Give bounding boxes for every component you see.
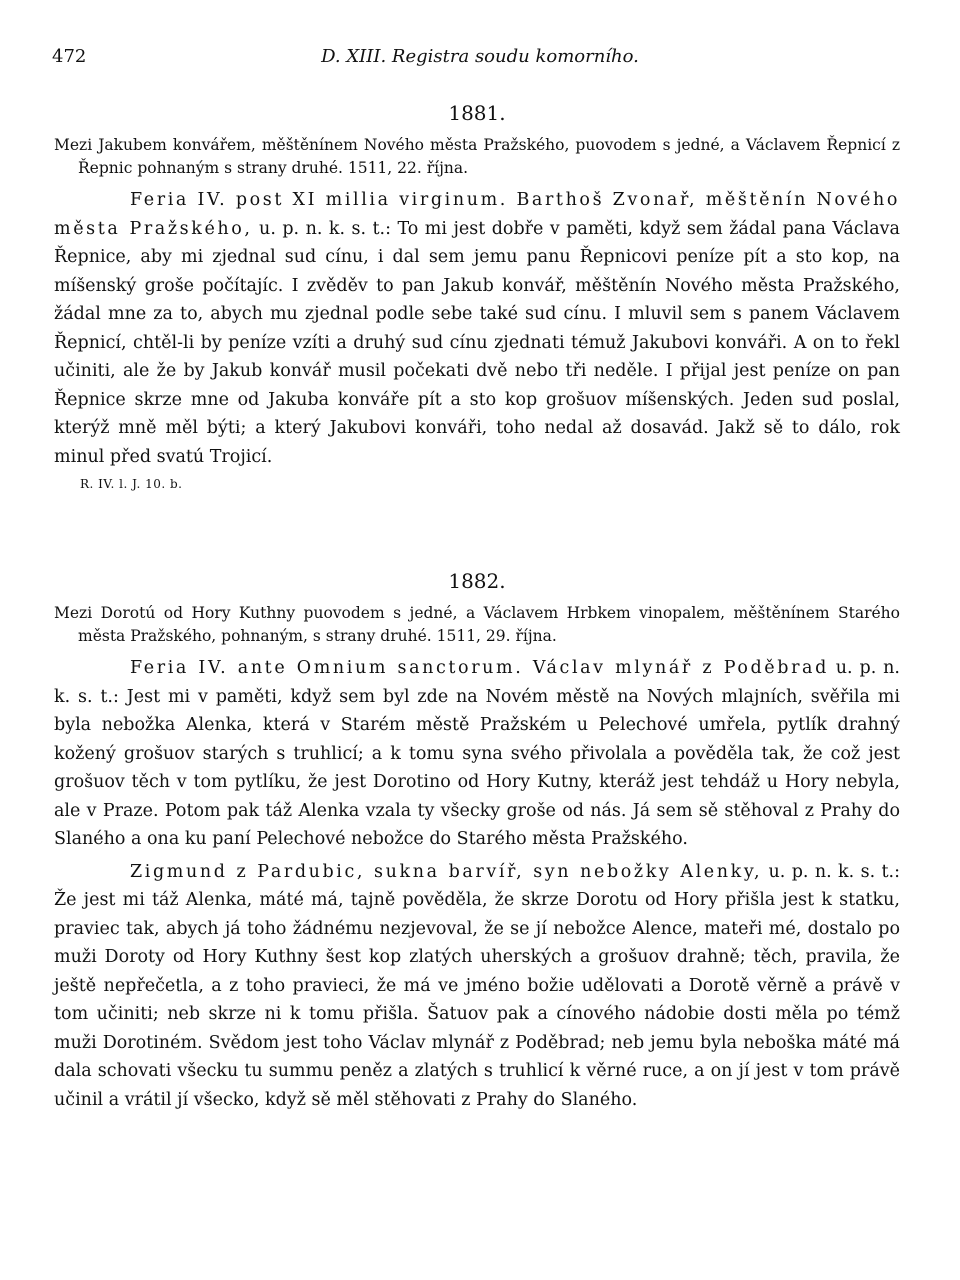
testimony-text: u. p. n. k. s. t.: To mi jest dobře v paměti, když sem žádal pana Václava Řepnice, aby mi zjednal sud cínu, i dal sem jemu panu Řepnicovi peníze pít a sto kop, na míšenský groše počítajíc. I zvěděv to pan Jakub konvář, měštěnín Nového města Pražského, žádal mne za to, abych mu zjednal podle sebe také sud cínu. I mluvil sem s panem Václavem Řepnicí, chtěl-li by peníze vzíti a druhý sud cínu zjednati témuž Jakubovi konváři. A on to řekl učiniti, ale že by Jakub konvář musil počekati dvě nebo tři neděle. I přijal jest peníze on pan Řepnice skrze mne od Jakuba konváře pít a sto kop grošuov míšenských. Jeden sud poslal, kterýž mně měl býti; a který Jakubovi konváři, toho nedal až dosavád. Jakž sě to dálo, rok minul před svatú Trojicí.: [54, 218, 900, 467]
page-header: [52, 46, 908, 76]
testimony-paragraph: [54, 186, 900, 471]
testimony-text: u. p. n. k. s. t.: Že jest mi táž Alenka, máté má, tajně pověděla, že skrze Dorotu od Hory přišla jest k statku, praviec tak, abych já toho žádnému nezjevoval, že se jí nebožce Alence, mateři mé, dostalo po muži Doroty od Hory Kuthny šest kop zlatých uherských a grošuov drahně; těch, pravila, že ještě nepřečetla, a z toho pravieci, že má ve jméno božie udělovati a Dorotě věrně a právě v tom učiniti; neb skrze ni k tomu přišla. Šatuov pak a cínového nádobie dosti měla po témž muži Dorotiném. Svědom jest toho Václav mlynář z Poděbrad; neb jemu byla neboška máté má dala schovati všecku tu summu peněz a zlatých s truhlicí k věrné ruce, a on jí jest v tom právě učinil a vrátil jí všecko, když sě měl stěhovati z Prahy do Slaného.: [54, 861, 900, 1110]
source-reference: R. IV. l. J. 10. b.: [80, 477, 183, 491]
entry-summary: Mezi Dorotú od Hory Kuthny puovodem s jedné, a Václavem Hrbkem vinopalem, měštěnínem Starého města Pražského, pohnaným, s strany druhé. 1511, 29. října.: [54, 604, 900, 645]
testimony-text: u. p. n. k. s. t.: Jest mi v paměti, když sem byl zde na Novém městě na Nových mlajních, svěřila mi byla nebožka Alenka, která v Starém městě Pražském u Pelechové umřela, pytlík drahný kožený grošuov starých s truhlicí; a k tomu syna svého přivolala a pověděla tak, že což jest grošuov těch v tom pytlíku, že jest Dorotino od Hory Kutny, kteráž jest tehdáž u Hory nebyla, ale v Praze. Potom pak táž Alenka vzala ty všecky groše od nás. Já sem sě stěhoval z Prahy do Slaného a ona ku paní Pelechové nebožce do Starého města Pražského.: [54, 658, 900, 849]
entry-number: 1881.: [448, 101, 506, 125]
running-head: D. XIII. Registra soudu komorního.: [321, 46, 639, 67]
spaced-heading: Feria IV. post XI millia virginum. Barthoš Zvonař, měštěnín Nového města Pražského,: [54, 190, 900, 239]
entry-1882: [54, 568, 900, 1114]
testimony-paragraph: [54, 654, 900, 854]
entry-1881: [54, 100, 900, 491]
entry-summary: Mezi Jakubem konvářem, měštěnínem Nového města Pražského, puovodem s jedné, a Václavem Řepnicí z Řepnic pohnaným s strany druhé. 1511, 22. října.: [54, 136, 900, 177]
spaced-heading: Feria IV. ante Omnium sanctorum. Václav mlynář z Poděbrad: [130, 658, 829, 678]
entry-number: 1882.: [448, 569, 506, 593]
testimony-paragraph: [54, 858, 900, 1115]
spaced-heading: Zigmund z Pardubic, sukna barvíř, syn nebožky Alenky,: [130, 861, 763, 882]
page-number: 472: [52, 46, 87, 67]
